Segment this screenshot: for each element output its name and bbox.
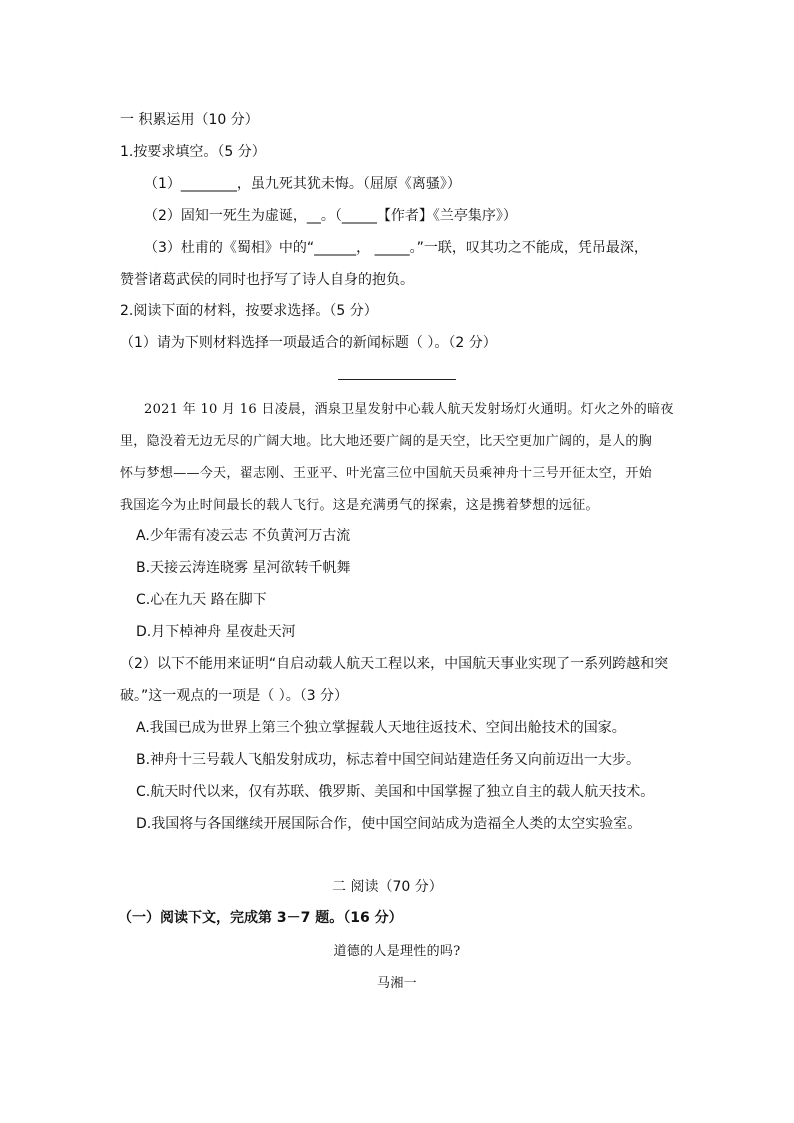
option-b: B.天接云涛连晓雾 星河欲转千帆舞 xyxy=(136,560,351,576)
option-d: D.我国将与各国继续开展国际合作，使中国空间站成为造福全人类的太空实验室。 xyxy=(136,816,642,832)
question-1-title: 1.按要求填空。（5 分） xyxy=(120,144,266,160)
news-passage-line: 怀与梦想——今天，翟志刚、王亚平、叶光富三位中国航天员乘神舟十三号开征太空，开始 xyxy=(120,466,653,481)
question-1-item-3-line-2: 赞誉诸葛武侯的同时也抒写了诗人自身的抱负。 xyxy=(120,272,414,288)
question-2-sub-1-prompt: （1）请为下则材料选择一项最适合的新闻标题（ ）。（2 分） xyxy=(120,335,497,351)
option-a: A.我国已成为世界上第三个独立掌握载人天地往返技术、空间出舱技术的国家。 xyxy=(136,720,626,736)
option-c: C.航天时代以来，仅有苏联、俄罗斯、美国和中国掌握了独立自主的载人航天技术。 xyxy=(136,784,655,800)
option-c: C.心在九天 路在脚下 xyxy=(136,592,267,608)
question-2-title: 2.阅读下面的材料，按要求选择。（5 分） xyxy=(120,303,378,319)
question-2-sub-2-prompt-line-2: 破。”这一观点的一项是（ ）。（3 分） xyxy=(120,688,349,704)
question-1-item-3-line-1: （3）杜甫的《蜀相》中的“______， _____。”一联，叹其功之不能成，凭吊最深， xyxy=(144,240,648,256)
reading-part-1-heading: （一）阅读下文，完成第 3－7 题。（16 分） xyxy=(118,910,403,926)
news-passage-line: 我国迄今为止时间最长的载人飞行。这是充满勇气的探索，这是携着梦想的远征。 xyxy=(120,498,599,513)
question-1-item-1: （1）________，虽九死其犹未悔。（屈原《离骚》） xyxy=(144,176,461,192)
section-2-heading: 二 阅读（70 分） xyxy=(332,879,443,895)
news-passage-line: 里，隐没着无边无尽的广阔大地。比大地还要广阔的是天空，比天空更加广阔的，是人的胸 xyxy=(120,434,653,449)
headline-blank-rule xyxy=(338,379,456,380)
section-1-heading: 一 积累运用（10 分） xyxy=(120,112,259,128)
option-b: B.神舟十三号载人飞船发射成功，标志着中国空间站建造任务又向前迈出一大步。 xyxy=(136,752,641,768)
question-1-item-2: （2）固知一死生为虚诞，__。（_____【作者】《兰亭集序》） xyxy=(144,208,517,224)
question-2-sub-2-prompt-line-1: （2）以下不能用来证明“自启动载人航天工程以来，中国航天事业实现了一系列跨越和突 xyxy=(120,656,669,672)
option-a: A.少年需有凌云志 不负黄河万古流 xyxy=(136,528,351,544)
article-title: 道德的人是理性的吗? xyxy=(333,944,461,959)
article-author: 马湘一 xyxy=(377,976,417,991)
news-passage-line: 2021 年 10 月 16 日凌晨，酒泉卫星发射中心载人航天发射场灯火通明。灯火之外的暗夜 xyxy=(144,402,674,417)
option-d: D.月下棹神舟 星夜赴天河 xyxy=(136,624,296,640)
